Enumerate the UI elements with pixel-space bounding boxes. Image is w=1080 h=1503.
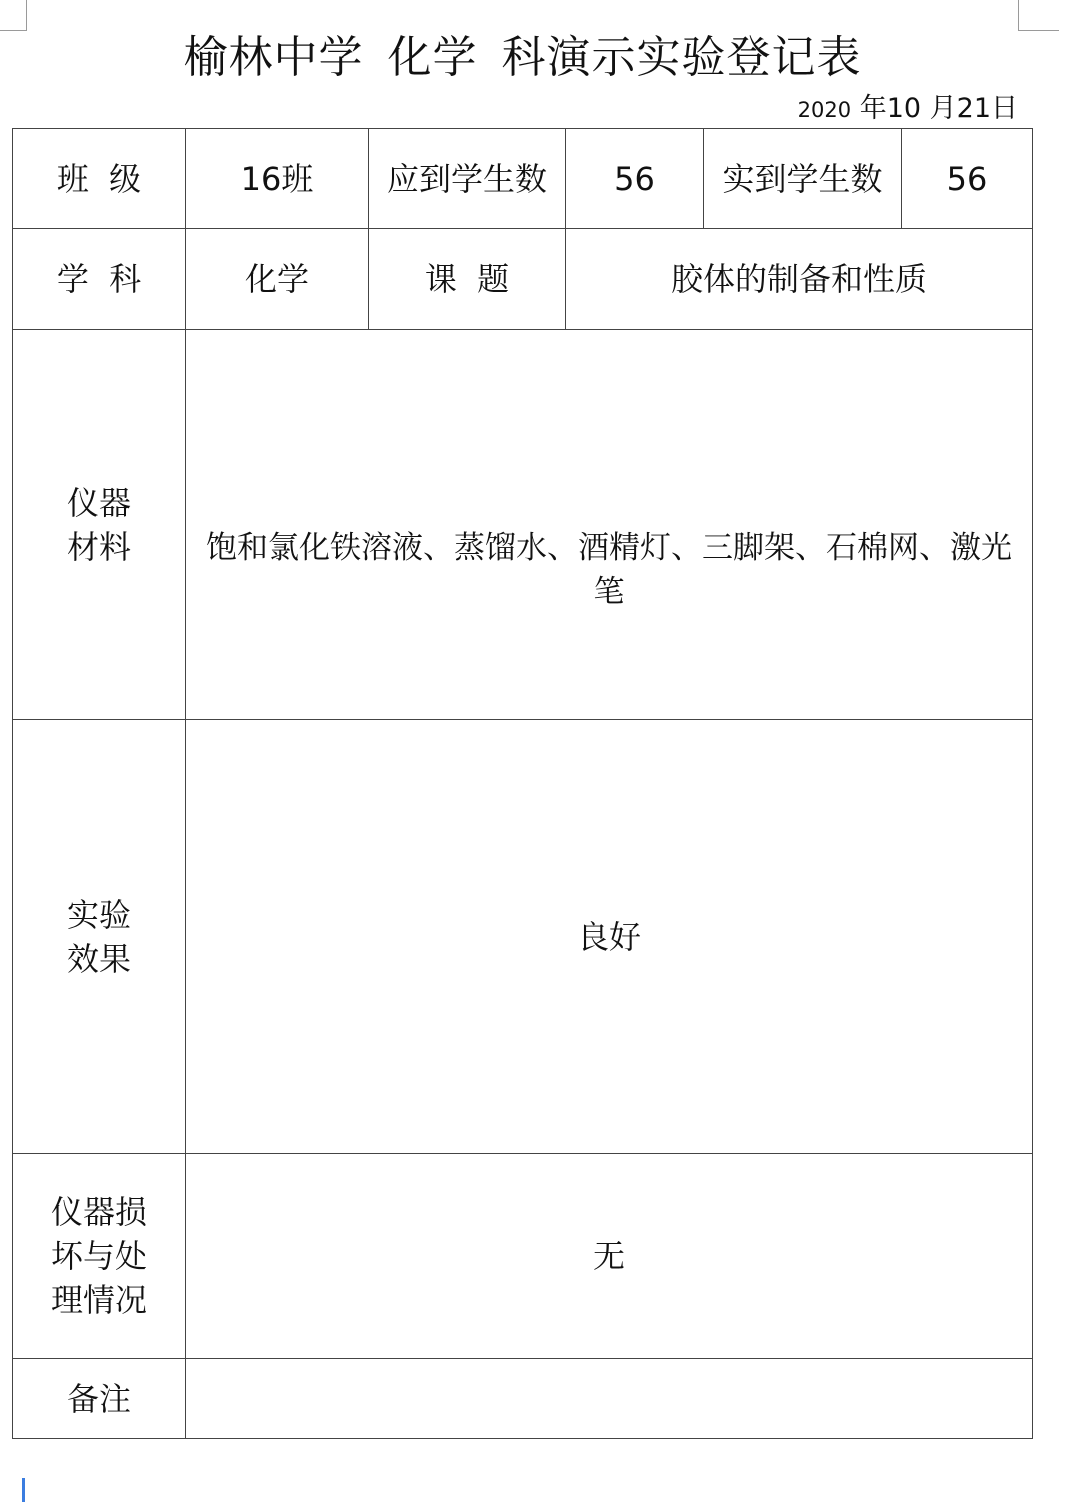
title-subject: 化学 xyxy=(387,32,478,83)
damage-value[interactable]: 无 xyxy=(186,1154,1033,1359)
subject-label: 学 科 xyxy=(13,229,186,330)
table-row-damage xyxy=(13,1154,1033,1359)
topic-label: 课 题 xyxy=(369,229,566,330)
damage-label-line-1: 仪器损 xyxy=(50,1193,147,1231)
date-day-unit: 日 xyxy=(991,93,1018,124)
topic-value[interactable]: 胶体的制备和性质 xyxy=(566,229,1033,330)
document-title xyxy=(0,28,1045,88)
table-row-notes xyxy=(13,1359,1033,1439)
title-form-name: 科演示实验登记表 xyxy=(501,32,862,83)
table-row-subject xyxy=(13,229,1033,330)
expected-students-value[interactable]: 56 xyxy=(566,129,704,229)
registration-table xyxy=(12,128,1033,1439)
expected-students-label: 应到学生数 xyxy=(369,129,566,229)
materials-label-line-2: 材料 xyxy=(66,527,131,566)
actual-students-label: 实到学生数 xyxy=(704,129,902,229)
damage-label-line-3: 理情况 xyxy=(50,1281,147,1319)
page-corner-mark-right xyxy=(1018,0,1059,31)
materials-label-line-1: 仪器 xyxy=(66,483,131,522)
materials-cell[interactable] xyxy=(186,330,1033,720)
materials-label xyxy=(13,330,186,720)
record-date xyxy=(798,92,1018,127)
date-year: 2020 xyxy=(797,98,852,122)
date-month-unit: 月 xyxy=(929,93,957,124)
title-school: 榆林中学 xyxy=(183,32,364,83)
page-corner-mark-left xyxy=(0,0,27,31)
class-label: 班 级 xyxy=(13,129,186,229)
effect-label xyxy=(13,720,186,1154)
effect-label-line-1: 实验 xyxy=(66,895,131,934)
table-row-effect xyxy=(13,720,1033,1154)
materials-value: 饱和氯化铁溶液、蒸馏水、酒精灯、三脚架、石棉网、激光笔 xyxy=(206,529,1012,610)
notes-label: 备注 xyxy=(13,1359,186,1439)
subject-value[interactable]: 化学 xyxy=(186,229,369,330)
date-day: 21 xyxy=(956,93,991,124)
table-row-materials xyxy=(13,330,1033,720)
actual-students-value[interactable]: 56 xyxy=(902,129,1033,229)
effect-label-line-2: 效果 xyxy=(66,939,131,978)
class-value[interactable]: 16班 xyxy=(186,129,369,229)
table-row-class xyxy=(13,129,1033,229)
damage-label-line-2: 坏与处 xyxy=(50,1237,147,1275)
damage-label xyxy=(13,1154,186,1359)
date-year-unit: 年 xyxy=(859,93,887,124)
notes-value[interactable] xyxy=(186,1359,1033,1439)
date-month: 10 xyxy=(886,93,922,124)
effect-value[interactable]: 良好 xyxy=(186,720,1033,1154)
text-cursor xyxy=(22,1478,25,1502)
